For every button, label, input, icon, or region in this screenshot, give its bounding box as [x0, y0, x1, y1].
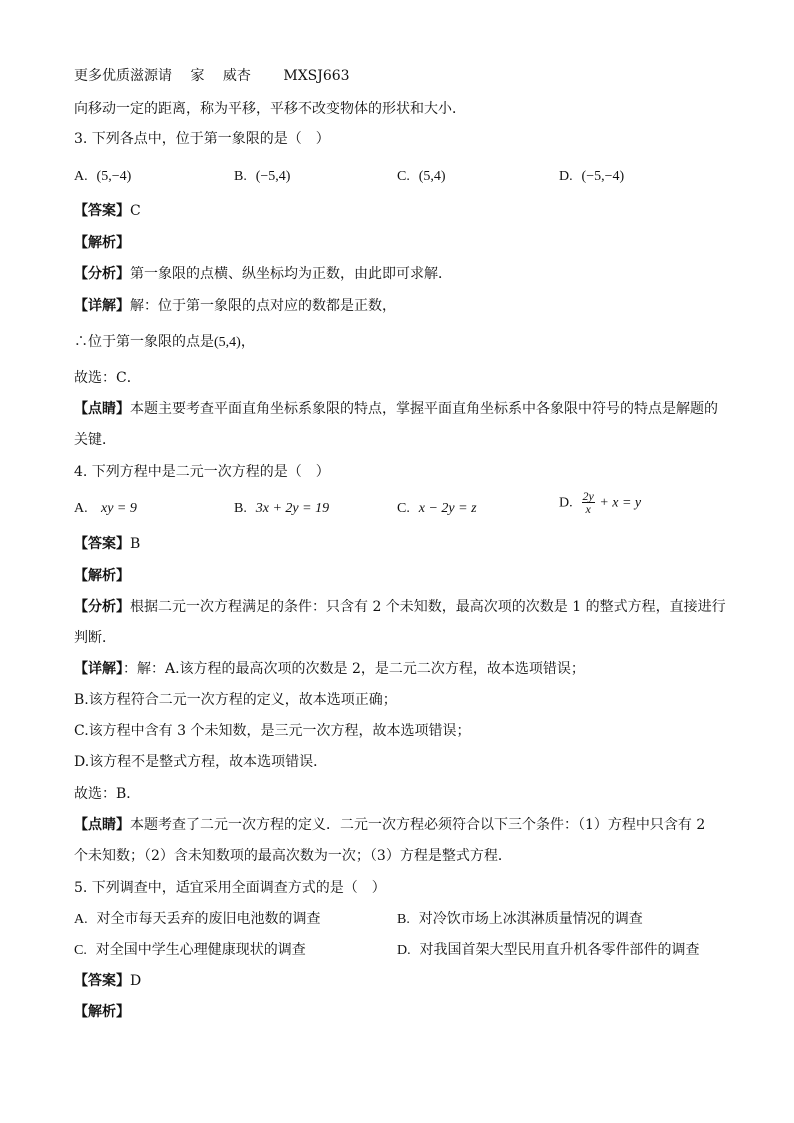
q4-option-a: A. xy = 9	[74, 501, 137, 516]
q4-option-d: D. $\frac{2y}{x}$ + x = y	[559, 489, 642, 516]
q5-option-d: D. 对我国首架大型民用直升机各零件部件的调查	[397, 942, 700, 958]
q5-option-a: A. 对全市每天丢弃的废旧电池数的调查	[74, 911, 321, 927]
q4-line-d: D.该方程不是整式方程，故本选项错误．	[74, 754, 328, 770]
header-text-3: 威杏	[222, 68, 251, 84]
q3-option-d: D. (−5,−4)	[559, 169, 625, 184]
q5-answer: 【答案】D	[74, 973, 142, 989]
q4-option-c: C. x − 2y = z	[397, 501, 477, 516]
header-text-2: 家	[190, 68, 205, 84]
q3-analysis-heading: 【解析】	[74, 235, 130, 251]
q4-stem: 4. 下列方程中是二元一次方程的是（ ）	[74, 464, 330, 480]
header-text-4: MXSJ663	[283, 68, 350, 84]
q3-fenxi: 【分析】第一象限的点横、纵坐标均为正数，由此即可求解．	[74, 266, 452, 282]
q5-analysis-heading: 【解析】	[74, 1004, 130, 1020]
q3-choose: 故选：C．	[74, 370, 141, 386]
q5-option-c: C. 对全国中学生心理健康现状的调查	[74, 942, 306, 958]
q5-option-b: B. 对冷饮市场上冰淇淋质量情况的调查	[397, 911, 643, 927]
q3-answer: 【答案】C	[74, 203, 141, 219]
header-text-1: 更多优质滋源请	[74, 68, 172, 84]
q4-fenxi: 【分析】根据二元一次方程满足的条件：只含有 2 个未知数，最高次项的次数是 1 的整式方程，直接进行	[74, 599, 726, 615]
q5-stem: 5. 下列调查中，适宜采用全面调查方式的是（ ）	[74, 880, 386, 896]
q4-analysis-heading: 【解析】	[74, 568, 130, 584]
q3-dianjing-cont: 关键．	[74, 432, 116, 448]
q4-line-c: C.该方程中含有 3 个未知数，是三元一次方程，故本选项错误；	[74, 723, 471, 739]
q3-stem: 3. 下列各点中，位于第一象限的是（ ）	[74, 131, 330, 147]
q4-choose: 故选：B．	[74, 786, 141, 802]
q3-dianjing: 【点睛】本题主要考查平面直角坐标系象限的特点，掌握平面直角坐标系中各象限中符号的特点是解题的	[74, 401, 718, 417]
q4-answer: 【答案】B	[74, 536, 141, 552]
q3-therefore: ∴位于第一象限的点是(5,4)，	[74, 334, 255, 350]
q3-option-a: A. (5,−4)	[74, 169, 132, 184]
q4-fenxi-cont: 判断．	[74, 630, 116, 646]
q3-option-b: B. (−5,4)	[234, 169, 291, 184]
q4-dianjing: 【点睛】本题考查了二元一次方程的定义．二元一次方程必须符合以下三个条件：（1）方程中只含有 2	[74, 817, 706, 833]
q3-option-c: C. (5,4)	[397, 169, 446, 184]
q4-dianjing-cont: 个未知数；（2）含未知数项的最高次数为一次；（3）方程是整式方程．	[74, 848, 512, 864]
q4-line-b: B.该方程符合二元一次方程的定义，故本选项正确；	[74, 692, 397, 708]
q4-xiangjie: 【详解】：解：A.该方程的最高次项的次数是 2，是二元二次方程，故本选项错误；	[74, 661, 585, 677]
q3-xiangjie: 【详解】解：位于第一象限的点对应的数都是正数，	[74, 298, 396, 314]
fraction: $\frac{2y}{x}$	[582, 489, 594, 516]
intro-line: 向移动一定的距离，称为平移，平移不改变物体的形状和大小．	[74, 101, 466, 117]
q4-option-b: B. 3x + 2y = 19	[234, 501, 330, 516]
page-header	[74, 66, 350, 86]
